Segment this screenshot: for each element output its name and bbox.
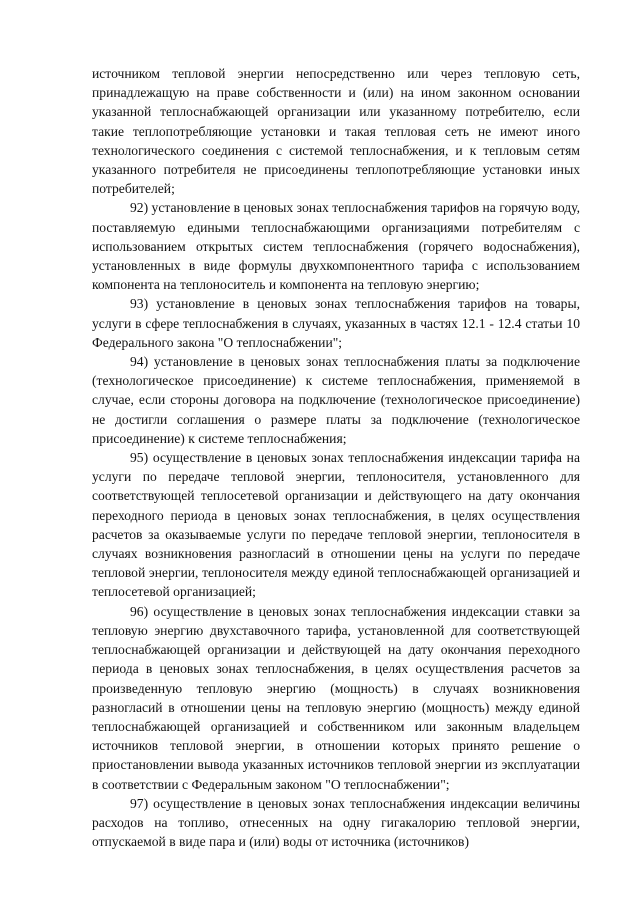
paragraph-96: 96) осуществление в ценовых зонах теплоснабжения индексации ставки за тепловую энергию двухставочного тарифа, установленной для соответствующей теплоснабжающей организации и действующей на дату окончания переходного периода в ценовых зонах теплоснабжения, в целях осуществления расчетов за произведенную тепловую энергию (мощность) в случаях возникновения разногласий в отношении цены на тепловую энергию (мощность) между единой теплоснабжающей организацией и собственником или законным владельцем источников тепловой энергии, в отношении которых принято решение о приостановлении вывода указанных источников тепловой энергии из эксплуатации в соответствии с Федеральным законом "О теплоснабжении"; [92,603,580,792]
paragraph-97: 97) осуществление в ценовых зонах теплоснабжения индексации величины расходов на топливо, отнесенных на одну гигакалорию тепловой энергии, отпускаемой в виде пара и (или) воды от источника (источников) [92,795,580,850]
paragraph-95: 95) осуществление в ценовых зонах теплоснабжения индексации тарифа на услуги по передаче тепловой энергии, теплоносителя, установленного для соответствующей теплосетевой организации и действующего на дату окончания переходного периода в ценовых зонах теплоснабжения, в целях осуществления расчетов за оказываемые услуги по передаче тепловой энергии, теплоносителя в случаях возникновения разногласий в отношении цены на услуги по передаче тепловой энергии, теплоносителя между единой теплоснабжающей организацией и теплосетевой организацией; [92,450,580,600]
paragraph-92: 92) установление в ценовых зонах теплоснабжения тарифов на горячую воду, поставляемую едиными теплоснабжающими организациями потребителям с использованием открытых систем теплоснабжения (горячего водоснабжения), установленных в виде формулы двухкомпонентного тарифа с использованием компонента на теплоноситель и компонента на тепловую энергию; [92,200,580,293]
paragraph-94: 94) установление в ценовых зонах теплоснабжения платы за подключение (технологическое присоединение) к системе теплоснабжения, применяемой в случае, если стороны договора на подключение (технологическое присоединение) не достигли соглашения о размере платы за подключение (технологическое присоединение) к системе теплоснабжения; [92,354,580,446]
paragraph-continuation: источником тепловой энергии непосредственно или через тепловую сеть, принадлежащую на праве собственности и (или) на ином законном основании указанной теплоснабжающей организации или указанному потребителю, если такие теплопотребляющие установки и такая тепловая сеть не имеют иного технологического соединения с системой теплоснабжения, и к тепловым сетям указанного потребителя не присоединены теплопотребляющие установки иных потребителей; [92,66,580,197]
document-page [92,64,580,851]
paragraph-93: 93) установление в ценовых зонах теплоснабжения тарифов на товары, услуги в сфере теплоснабжения в случаях, указанных в частях 12.1 - 12.4 статьи 10 Федерального закона "О теплоснабжении"; [92,296,580,350]
